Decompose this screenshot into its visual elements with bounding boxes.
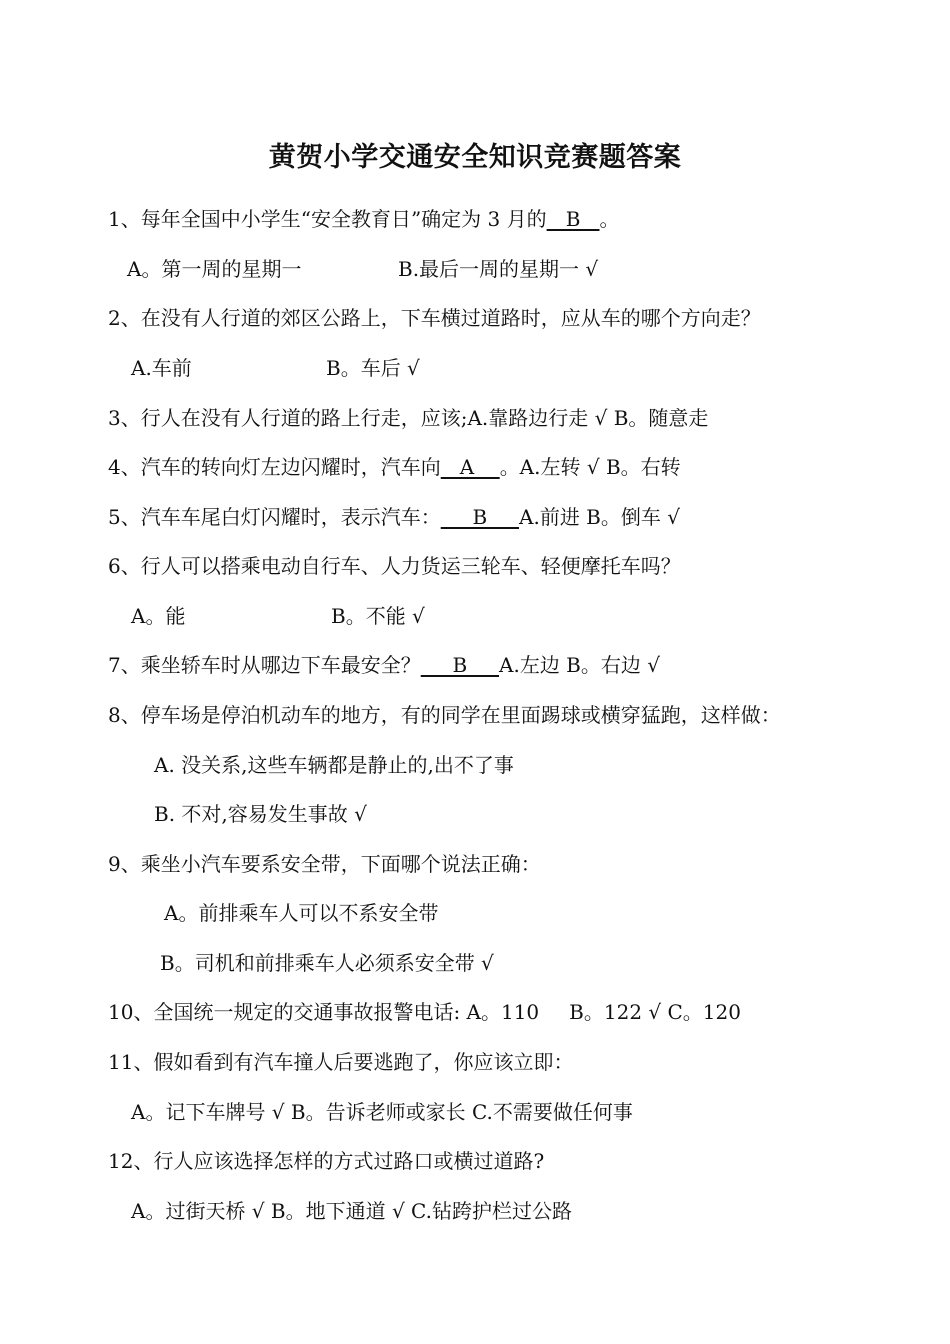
- question-4: [108, 454, 681, 480]
- question-1-option-a: A。第一周的星期一: [127, 257, 302, 281]
- question-9: 9、乘坐小汽车要系安全带，下面哪个说法正确：: [108, 852, 541, 876]
- question-8: 8、停车场是停泊机动车的地方，有的同学在里面踢球或横穿猛跑，这样做：: [108, 703, 781, 727]
- question-2: 2、在没有人行道的郊区公路上，下车横过道路时，应从车的哪个方向走？: [108, 306, 761, 330]
- question-1-end: 。: [599, 207, 620, 231]
- question-7: [108, 652, 660, 678]
- question-7-text: 7、乘坐轿车时从哪边下车最安全？: [108, 653, 421, 677]
- question-4-text: 4、汽车的转向灯左边闪耀时，汽车向: [108, 455, 441, 479]
- question-2-option-b: B。车后 √: [326, 356, 420, 380]
- question-1-text: 1、每年全国中小学生“安全教育日”确定为 3 月的: [108, 207, 547, 231]
- question-11: 11、假如看到有汽车撞人后要逃跑了，你应该立即：: [108, 1050, 574, 1074]
- question-7-answer-blank: B: [420, 653, 500, 677]
- question-2-option-a: A.车前: [131, 356, 192, 380]
- question-6: 6、行人可以搭乘电动自行车、人力货运三轮车、轻便摩托车吗？: [108, 554, 681, 578]
- question-8-option-a: A. 没关系,这些车辆都是静止的,出不了事: [154, 753, 514, 777]
- question-1-option-b: B.最后一周的星期一 √: [398, 257, 599, 281]
- question-9-option-b: B。司机和前排乘车人必须系安全带 √: [160, 951, 494, 975]
- question-1-answer-blank: B: [546, 207, 600, 231]
- question-5-end: A.前进 B。倒车 √: [519, 505, 680, 529]
- question-5-answer-blank: B: [440, 505, 520, 529]
- question-12: 12、行人应该选择怎样的方式过路口或横过道路?: [108, 1149, 545, 1173]
- question-11-options: A。记下车牌号 √ B。告诉老师或家长 C.不需要做任何事: [131, 1100, 633, 1124]
- question-5-text: 5、汽车车尾白灯闪耀时，表示汽车：: [108, 505, 441, 529]
- question-3: 3、行人在没有人行道的路上行走，应该;A.靠路边行走 √ B。随意走: [108, 406, 709, 430]
- question-5: [108, 504, 680, 530]
- question-4-end: 。A.左转 √ B。右转: [499, 455, 681, 479]
- question-8-option-b: B. 不对,容易发生事故 √: [154, 802, 367, 826]
- question-9-option-a: A。前排乘车人可以不系安全带: [164, 901, 439, 925]
- document-title: 黄贺小学交通安全知识竞赛题答案: [268, 142, 682, 173]
- question-10-option-b: B。122 √ C。120: [569, 1000, 741, 1024]
- question-6-option-b: B。不能 √: [331, 604, 425, 628]
- question-12-options: A。过街天桥 √ B。地下通道 √ C.钻跨护栏过公路: [131, 1199, 573, 1223]
- question-7-end: A.左边 B。右边 √: [499, 653, 660, 677]
- question-4-answer-blank: A: [440, 455, 500, 479]
- question-6-option-a: A。能: [131, 604, 186, 628]
- question-1: [108, 206, 619, 232]
- question-10-text: 10、全国统一规定的交通事故报警电话: A。110: [108, 1000, 540, 1024]
- question-10: [108, 999, 741, 1025]
